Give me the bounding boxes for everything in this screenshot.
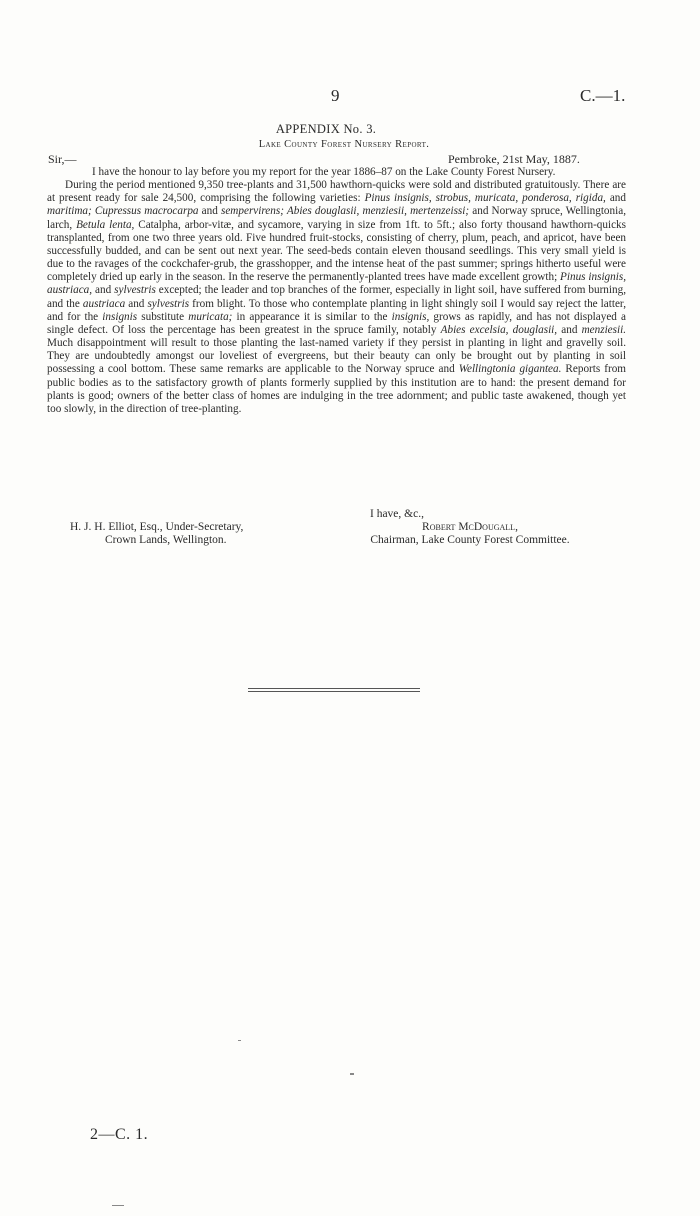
dateline: Pembroke, 21st May, 1887. (448, 152, 580, 166)
section-divider (248, 688, 420, 692)
paragraph-2: During the period mentioned 9,350 tree-plants and 31,500 hawthorn-quicks were sold and distributed gratuitously. There are at present ready for sale 24,500, comprising the following varieties: Pinus insignis, strobus, muricata, ponderosa, rigida, and maritima; Cupressus macrocarpa and sempervirens; Abies douglasii, menziesii, mertenzeissi; and Norway spruce, Wellingtonia, larch, Betula lenta, Catalpha, arbor-vitæ, and sycamore, varying in size from 1ft. to 5ft.; also forty thousand hawthorn-quicks transplanted, from one two three years old. Five hundred fruit-stocks, consisting of cherry, plum, peach, and apricot, have been successfully budded, and can be sent out next year. The seed-beds contain eleven thousand seedlings. This very small yield is due to the ravages of the cockchafer-grub, the grasshopper, and the intense heat of the past summer; springs hitherto useful were completely dried up early in the season. In the reserve the permanently-planted trees have made excellent growth; Pinus insignis, austriaca, and sylvestris excepted; the leader and top branches of the former, especially in light soil, have suffered from burning, and the austriaca and sylvestris from blight. To those who contemplate planting in light shingly soil I would say reject the latter, and for the insignis substitute muricata; in appearance it is similar to the insignis, grows as rapidly, and has not displayed a single defect. Of loss the percentage has been greatest in the spruce family, notably Abies excelsia, douglasii, and menziesii. Much disappointment will result to those planting the last-named variety if they persist in planting in light and gravelly soil. They are undoubtedly amongst our loveliest of evergreens, but their beauty can only be brought out by planting in soil possessing a cool bottom. These same remarks are applicable to the Norway spruce and Wellingtonia gigantea. Reports from public bodies as to the satisfactory growth of plants formerly supplied by this institution are to hand: the present demand for plants is good; owners of the better class of homes are indulging in the tree adornment; and public taste awakened, though yet too slowly, in the direction of tree-planting. (47, 179, 627, 415)
salutation: Sir,— (48, 152, 77, 166)
report-title: Lake County Forest Nursery Report. (258, 139, 430, 150)
appendix-heading: APPENDIX No. 3. (275, 122, 377, 136)
page-number: 9 (331, 86, 340, 105)
print-speck (238, 1040, 241, 1041)
addressee-line-1: H. J. H. Elliot, Esq., Under-Secretary, (70, 521, 244, 533)
document-code: C.—1. (580, 86, 626, 105)
signatory-title: Chairman, Lake County Forest Committee. (370, 534, 570, 546)
addressee-block (70, 521, 243, 547)
report-body (47, 166, 626, 416)
footer-code: 2—C. 1. (90, 1126, 149, 1143)
print-speck (350, 1073, 354, 1075)
signatory-name: Robert McDougall, (422, 521, 518, 533)
signature-block (340, 521, 600, 547)
closing: I have, &c., (370, 508, 424, 520)
print-speck (112, 1205, 124, 1206)
addressee-line-2: Crown Lands, Wellington. (105, 534, 227, 546)
paragraph-1: I have the honour to lay before you my report for the year 1886–87 on the Lake County Forest Nursery. (92, 166, 556, 178)
